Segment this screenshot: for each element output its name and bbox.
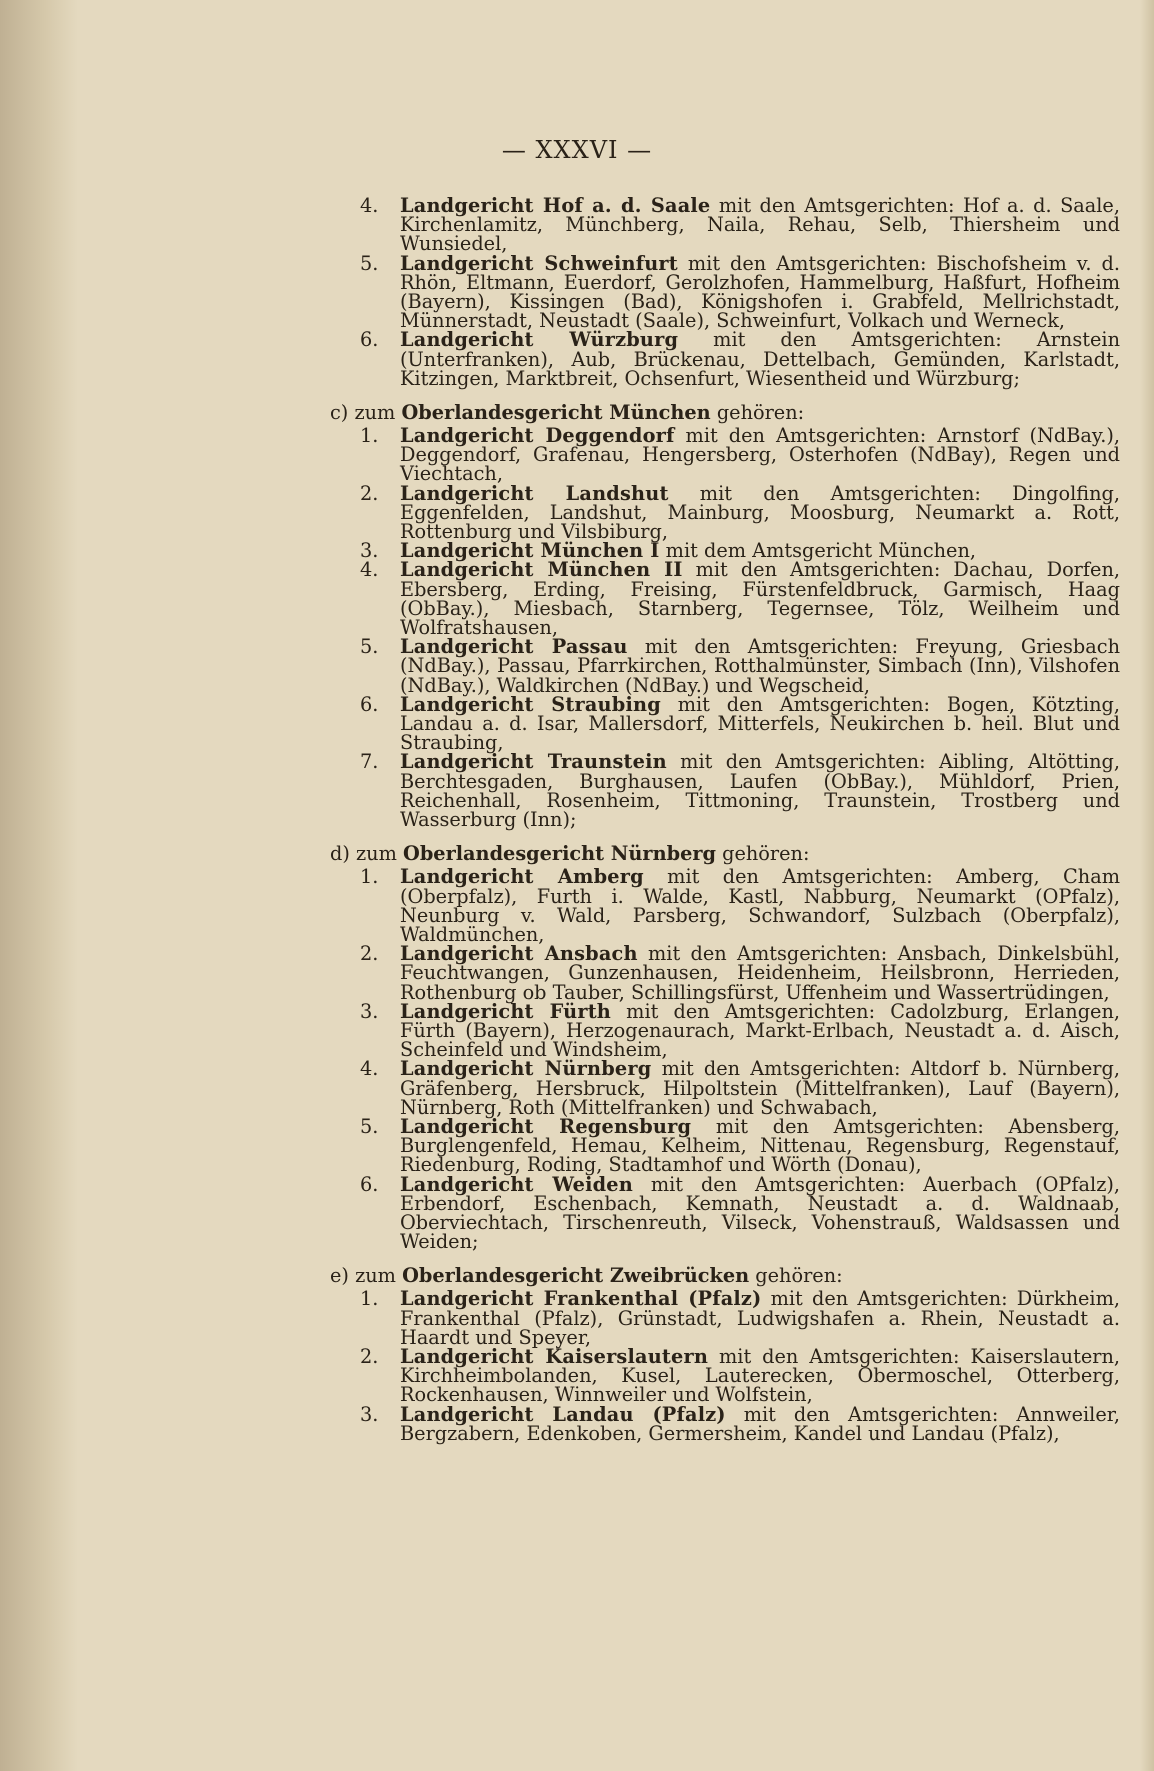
page-header: — XXXVI — [501, 136, 653, 164]
court-name: Landgericht Deggendorf [400, 424, 675, 448]
court-entry [340, 750, 1120, 832]
section-heading [330, 843, 1120, 865]
section-court: Oberlandesgericht München [401, 401, 711, 425]
section-prefix: zum [355, 1264, 396, 1288]
entry-number: 2. [360, 1344, 379, 1368]
court-entry [340, 1114, 1120, 1177]
entry-number: 2. [360, 942, 379, 966]
court-districts: mit den Amtsgerichten: Dürkheim, Frankenthal (Pfalz), Grünstadt, Ludwigshafen a. Rhein, Neustadt a. Haardt und Speyer, [400, 1287, 1120, 1349]
entry-number: 5. [360, 1114, 379, 1138]
court-districts: mit dem Amtsgericht München, [659, 539, 976, 563]
court-entry [340, 1172, 1120, 1254]
court-name: Landgericht Landau (Pfalz) [400, 1402, 726, 1426]
court-districts: mit den Amtsgerichten: Altdorf b. Nürnberg, Gräfenberg, Hersbruck, Hilpoltstein (Mittelfranken), Lauf (Bayern), Nürnberg, Roth (Mittelfranken) und Schwabach, [400, 1057, 1120, 1119]
court-name: Landgericht Hof a. d. Saale [400, 194, 711, 217]
court-districts: mit den Amtsgerichten: Arnstein (Unterfranken), Aub, Brückenau, Dettelbach, Gemünden, Karlstadt, Kitzingen, Marktbreit, Ochsenfurt, Wiesentheid und Würzburg; [400, 328, 1120, 390]
court-districts: mit den Amtsgerichten: Bischofsheim v. d. Rhön, Eltmann, Euerdorf, Gerolzhofen, Hammelburg, Haßfurt, Hofheim (Bayern), Kissingen (Bad), Königshofen i. Grabfeld, Mellrichstadt, Münnerstadt, Neustadt (Saale), Schweinfurt, Volkach und Werneck, [400, 251, 1120, 333]
entry-number: 2. [360, 481, 379, 505]
court-name: Landgericht Frankenthal (Pfalz) [400, 1287, 762, 1311]
court-entry [340, 1059, 1120, 1117]
entry-number: 5. [360, 251, 379, 275]
entry-number: 4. [360, 558, 379, 582]
court-districts: mit den Amtsgerichten: Dachau, Dorfen, Ebersberg, Erding, Freising, Fürstenfeldbruck, Garmisch, Haag (ObBay.), Miesbach, Starnberg, Tegernsee, Tölz, Weilheim und Wolfratshausen, [400, 558, 1120, 640]
court-name: Landgericht Landshut [400, 481, 669, 505]
section-suffix: gehören: [716, 401, 805, 425]
entry-number: 6. [360, 328, 379, 352]
section-e [330, 1264, 1120, 1445]
court-entry [340, 1344, 1120, 1407]
court-entry [340, 251, 1120, 333]
section-c [330, 401, 1121, 832]
court-name: Landgericht Traunstein [400, 750, 667, 774]
court-districts: mit den Amtsgerichten: Kaiserslautern, Kirchheimbolanden, Kusel, Lauterecken, Obermoschel, Otterberg, Rockenhausen, Winnweiler und Wolfstein, [400, 1344, 1120, 1407]
court-districts: mit den Amtsgerichten: Cadolzburg, Erlangen, Fürth (Bayern), Herzogenaurach, Markt-Erlbach, Neustadt a. d. Aisch, Scheinfeld und Windsheim, [400, 999, 1121, 1062]
court-entry [340, 999, 1121, 1062]
court-entry [340, 867, 1120, 944]
section-d [330, 842, 1121, 1254]
section-court: Oberlandesgericht Nürnberg [403, 842, 716, 866]
court-districts: mit den Amtsgerichten: Bogen, Kötzting, Landau a. d. Isar, Mallersdorf, Mitterfels, Neukirchen b. heil. Blut und Straubing, [400, 692, 1121, 755]
entry-number: 3. [360, 539, 379, 563]
entry-number: 1. [360, 865, 379, 889]
court-entry [340, 944, 1120, 1002]
section-label: d) [330, 842, 350, 866]
section-label: c) [330, 401, 349, 425]
entry-number: 7. [360, 750, 379, 774]
court-districts: mit den Amtsgerichten: Amberg, Cham (Oberpfalz), Furth i. Walde, Kastl, Nabburg, Neumarkt (OPfalz), Neunburg v. Wald, Parsberg, Schwandorf, Sulzbach (Oberpfalz), Waldmünchen, [400, 865, 1120, 946]
entry-number: 1. [360, 424, 379, 448]
entry-number: 3. [360, 999, 379, 1023]
court-districts: mit den Amtsgerichten: Ansbach, Dinkelsbühl, Feuchtwangen, Gunzenhausen, Heidenheim, Heilsbronn, Herrieden, Rothenburg ob Tauber, Schillingsfürst, Uffenheim und Wassertrüdingen, [400, 942, 1121, 1004]
court-districts: mit den Amtsgerichten: Abensberg, Burglengenfeld, Hemau, Kelheim, Nittenau, Regensburg, Regenstauf, Riedenburg, Roding, Stadtamhof und Wörth (Donau), [400, 1114, 1120, 1177]
court-name: Landgericht Passau [400, 635, 628, 659]
court-name: Landgericht Kaiserslautern [400, 1344, 709, 1368]
intro-entry-list [340, 196, 1120, 388]
court-name: Landgericht Amberg [400, 865, 644, 889]
section-prefix: zum [356, 842, 397, 866]
court-districts: mit den Amtsgerichten: Arnstorf (NdBay.), Deggendorf, Grafenau, Hengersberg, Osterhofen (NdBay), Regen und Viechtach, [400, 424, 1120, 486]
court-name: Landgericht Regensburg [400, 1114, 692, 1138]
court-name: Landgericht Nürnberg [400, 1057, 652, 1081]
court-entry [340, 330, 1120, 388]
court-name: Landgericht München I [400, 539, 660, 563]
page-body [330, 194, 1121, 1445]
entry-number: 6. [360, 692, 379, 716]
court-districts: mit den Amtsgerichten: Annweiler, Bergzabern, Edenkoben, Germersheim, Kandel und Landau (Pfalz), [400, 1402, 1120, 1445]
court-entry [340, 558, 1120, 640]
court-entry [340, 196, 1120, 254]
book-gutter [0, 0, 78, 1771]
court-entry [340, 1289, 1120, 1347]
court-entry [340, 692, 1121, 755]
entry-number: 4. [360, 194, 379, 217]
court-districts: mit den Amtsgerichten: Auerbach (OPfalz), Erbendorf, Eschenbach, Kemnath, Neustadt a. d. Waldnaab, Oberviechtach, Tirschenreuth, Vilseck, Vohenstrauß, Waldsassen und Weiden; [400, 1172, 1120, 1254]
section-prefix: zum [354, 401, 396, 425]
section-heading [330, 402, 1120, 424]
entry-number: 4. [360, 1057, 379, 1081]
court-name: Landgericht München II [400, 558, 683, 582]
court-districts: mit den Amtsgerichten: Aibling, Altötting, Berchtesgaden, Burghausen, Laufen (ObBay.), Mühldorf, Prien, Reichenhall, Rosenheim, Tittmoning, Traunstein, Trostberg und Wasserburg (Inn); [400, 750, 1120, 832]
court-entry [340, 637, 1120, 695]
entry-number: 5. [360, 635, 379, 659]
court-name: Landgericht Ansbach [400, 942, 638, 966]
section-heading [330, 1265, 1120, 1287]
section-label: e) [330, 1264, 349, 1288]
section-suffix: gehören: [722, 842, 810, 866]
court-name: Landgericht Fürth [400, 999, 612, 1023]
section-court: Oberlandesgericht Zweibrücken [402, 1264, 750, 1288]
court-districts: mit den Amtsgerichten: Freyung, Griesbach (NdBay.), Passau, Pfarrkirchen, Rotthalmünster, Simbach (Inn), Vilshofen (NdBay.), Waldkirchen (NdBay.) und Wegscheid, [400, 635, 1120, 697]
entry-number: 6. [360, 1172, 379, 1196]
court-entry [340, 426, 1120, 484]
court-districts: mit den Amtsgerichten: Dingolfing, Eggenfelden, Landshut, Mainburg, Moosburg, Neumarkt a. Rott, Rottenburg und Vilsbiburg, [400, 481, 1120, 544]
court-districts: mit den Amtsgerichten: Hof a. d. Saale, Kirchenlamitz, Münchberg, Naila, Rehau, Selb, Thiersheim und Wunsiedel, [400, 194, 1120, 256]
section-suffix: gehören: [755, 1264, 843, 1288]
entry-number: 1. [360, 1287, 379, 1311]
court-name: Landgericht Würzburg [400, 328, 679, 352]
court-name: Landgericht Straubing [400, 692, 661, 716]
court-name: Landgericht Weiden [400, 1172, 633, 1196]
court-entry [340, 1402, 1120, 1445]
page-edge [1140, 0, 1154, 1771]
court-name: Landgericht Schweinfurt [400, 251, 678, 275]
entry-number: 3. [360, 1402, 379, 1426]
court-entry [340, 481, 1120, 544]
